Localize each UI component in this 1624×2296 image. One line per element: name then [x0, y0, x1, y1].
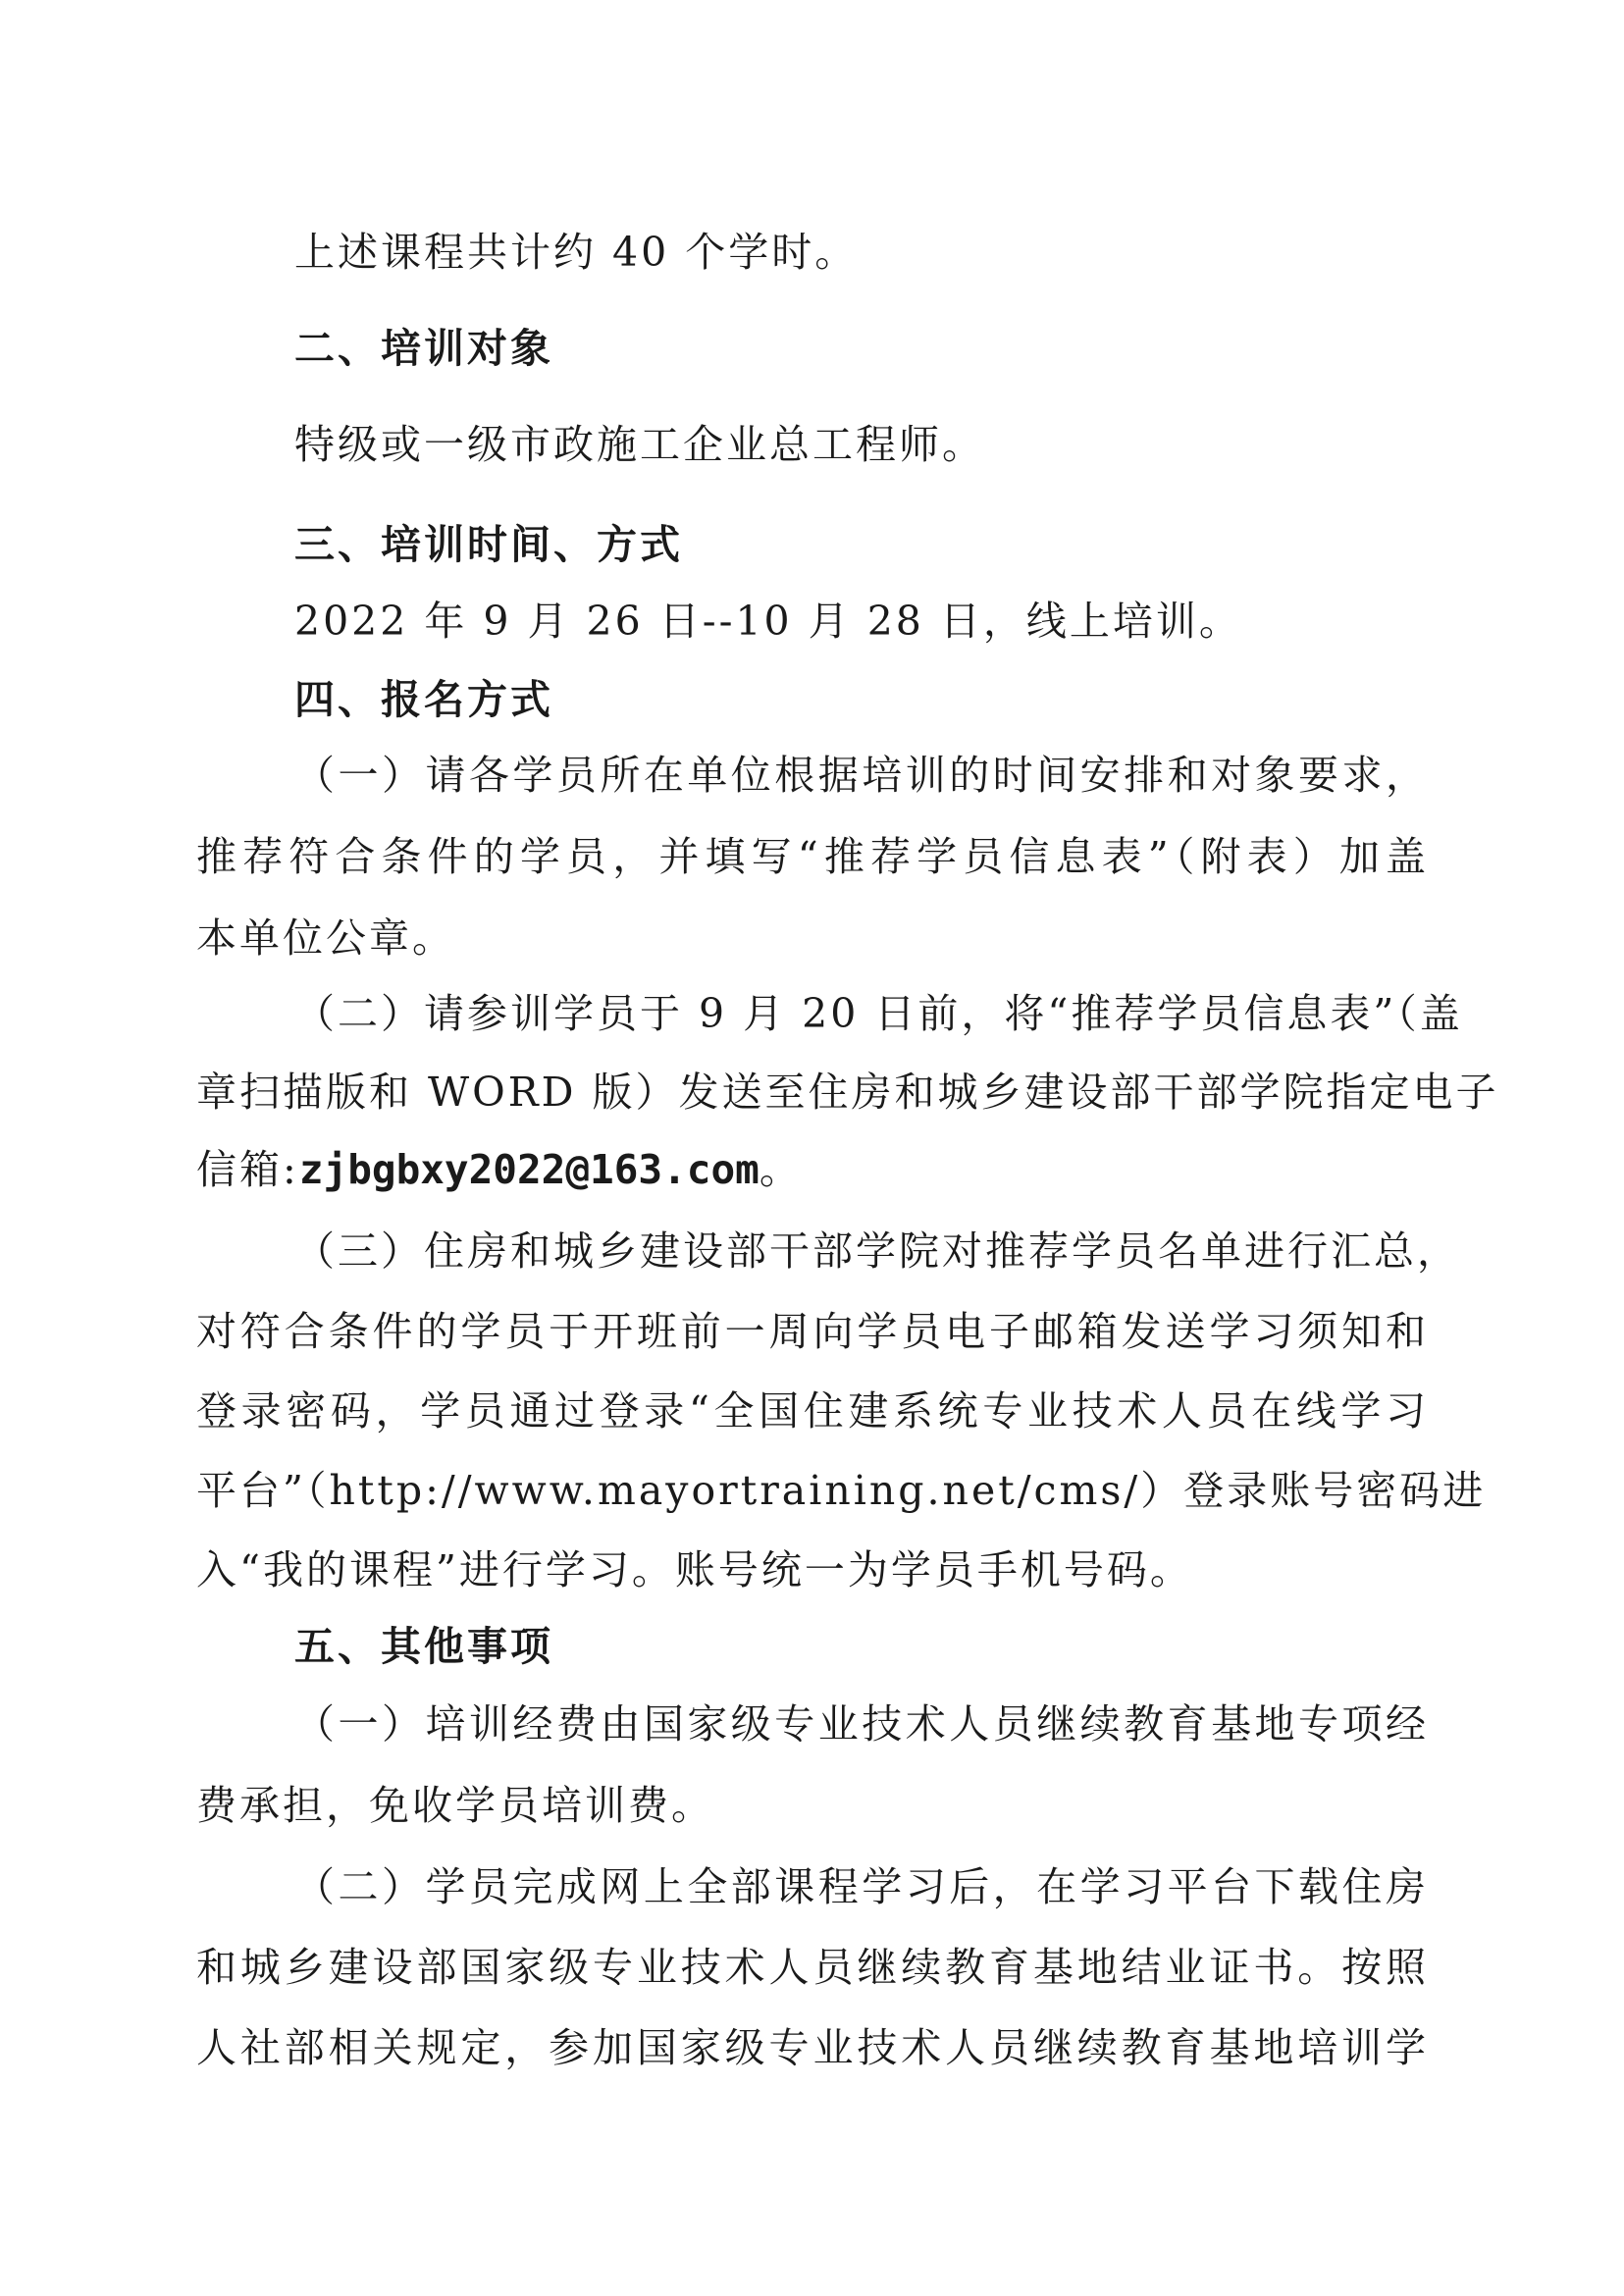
registration-item-2-line-2: 章扫描版和 WORD 版）发送至住房和城乡建设部干部学院指定电子	[196, 1069, 1499, 1116]
registration-item-1-line-2: 推荐符合条件的学员，并填写“推荐学员信息表”（附表）加盖	[196, 833, 1429, 880]
registration-item-2-line-1: （二）请参训学员于 9 月 20 日前，将“推荐学员信息表”（盖	[294, 990, 1463, 1037]
registration-item-1-line-3: 本单位公章。	[196, 914, 455, 962]
other-item-1-line-2: 费承担，免收学员培训费。	[196, 1782, 714, 1829]
email-suffix: 。	[759, 1146, 803, 1193]
registration-item-3-line-2: 对符合条件的学员于开班前一周向学员电子邮箱发送学习须知和	[196, 1308, 1429, 1355]
time-text: 2022 年 9 月 26 日--10 月 28 日，线上培训。	[294, 598, 1242, 645]
section-heading-other: 五、其他事项	[294, 1623, 553, 1670]
other-item-1-line-1: （一）培训经费由国家级专业技术人员继续教育基地专项经	[294, 1700, 1429, 1748]
registration-item-3-line-5: 入“我的课程”进行学习。账号统一为学员手机号码。	[196, 1546, 1193, 1593]
target-text: 特级或一级市政施工企业总工程师。	[294, 421, 985, 468]
registration-item-3-line-4: 平台”（http://www.mayortraining.net/cms/）登录账号密码进	[196, 1467, 1487, 1514]
section-heading-target: 二、培训对象	[294, 325, 553, 372]
registration-item-1-line-1: （一）请各学员所在单位根据培训的时间安排和对象要求，	[294, 752, 1429, 799]
email-address: zjbgbxy2022@163.com	[298, 1146, 760, 1193]
section-heading-time: 三、培训时间、方式	[294, 521, 683, 568]
section-heading-registration: 四、报名方式	[294, 676, 553, 723]
email-label: 信箱:	[196, 1146, 299, 1193]
other-item-2-line-3: 人社部相关规定，参加国家级专业技术人员继续教育基地培训学	[196, 2024, 1429, 2071]
other-item-2-line-1: （二）学员完成网上全部课程学习后，在学习平台下载住房	[294, 1863, 1429, 1910]
registration-item-3-line-1: （三）住房和城乡建设部干部学院对推荐学员名单进行汇总，	[294, 1227, 1460, 1275]
registration-item-2-line-3	[196, 1145, 803, 1194]
course-hours-text: 上述课程共计约 40 个学时。	[294, 229, 859, 276]
other-item-2-line-2: 和城乡建设部国家级专业技术人员继续教育基地结业证书。按照	[196, 1944, 1429, 1991]
registration-item-3-line-3: 登录密码，学员通过登录“全国住建系统专业技术人员在线学习	[196, 1387, 1429, 1435]
